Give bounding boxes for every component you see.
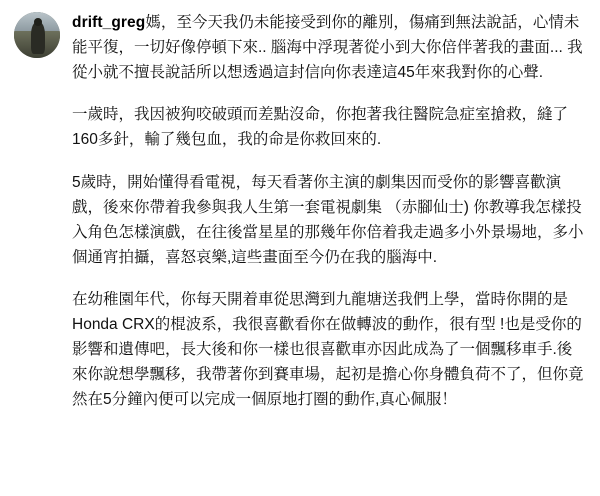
avatar[interactable]: [14, 12, 60, 58]
caption-paragraph-1: 媽，至今天我仍未能接受到你的離別，傷痛到無法說話，心情未能平復，一切好像停頓下來.. 腦海中浮現著從小到大你倍伴著我的畫面... 我從小就不擅長說話所以想透過這封信向你表達這45年來我對你的心聲.: [72, 14, 583, 82]
caption-paragraph-2: 一歲時，我因被狗咬破頭而差點沒命，你抱著我往醫院急症室搶救，縫了160多針，輸了幾包血，我的命是你救回來的.: [72, 106, 569, 149]
paragraph-spacer: [72, 153, 586, 170]
post-caption: [72, 10, 586, 85]
caption-paragraph-3: 5歲時，開始懂得看電視，每天看著你主演的劇集因而受你的影響喜歡演戲，後來你帶着我參與我人生第一套電視劇集 （赤腳仙士) 你教導我怎樣投入角色怎樣演戲，在往後當星星的那幾年你倍着我走過多小外景場地，多小個通宵拍攝，喜怒哀樂,這些畫面至今仍在我的腦海中.: [72, 173, 584, 266]
caption-paragraph-4: 在幼稚園年代，你每天開着車從思灣到九龍塘送我們上學，當時你開的是Honda CRX的棍波系，我很喜歡看你在做轉波的動作，很有型 !也是受你的影響和遺傳吧，長大後和你一樣也很喜歡車亦因此成為了一個飄移車手.後來你說想學飄移，我帶著你到賽車場，起初是擔心你身體負荷不了，但你竟然在5分鐘內便可以完成一個原地打圈的動作,真心佩服！: [72, 290, 584, 409]
paragraph-spacer: [72, 270, 586, 287]
post-text-column: [72, 10, 586, 413]
avatar-image-figure: [31, 22, 45, 54]
paragraph-spacer: [72, 85, 586, 102]
username-link[interactable]: drift_greg: [72, 14, 146, 31]
